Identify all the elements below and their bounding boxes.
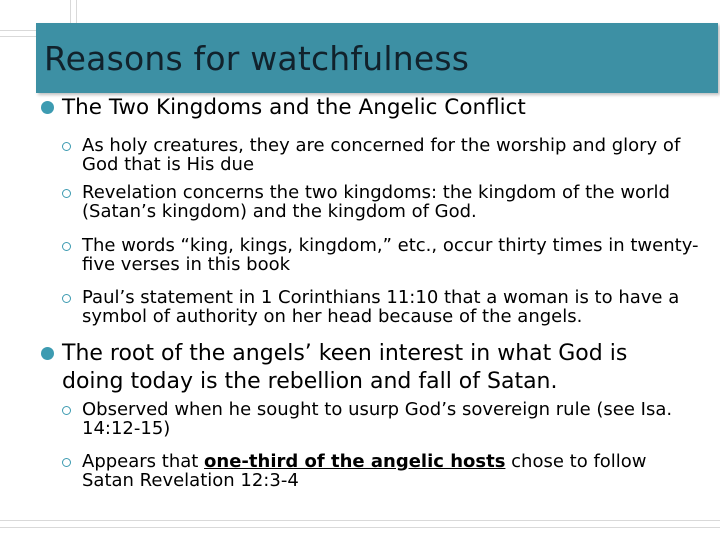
sub-bullet-icon xyxy=(62,242,71,251)
text-run: Appears that xyxy=(82,451,205,472)
bullet-text: The root of the angels’ keen interest in what God is doing today is the rebellion and fall of Satan. xyxy=(62,341,628,394)
sub-bullet-icon xyxy=(62,294,71,303)
sub-bullet-text: Observed when he sought to usurp God’s sovereign rule (see Isa. 14:12-15) xyxy=(82,399,673,439)
slide-title: Reasons for watchfulness xyxy=(44,39,470,78)
bullet-text: The Two Kingdoms and the Angelic Conflict xyxy=(62,95,526,120)
sub-bullet-icon xyxy=(62,189,71,198)
sub-bullet-icon xyxy=(62,406,71,415)
bullet-icon xyxy=(41,101,54,114)
emphasized-text: one-third of the angelic hosts xyxy=(204,451,506,472)
sub-bullet-icon xyxy=(62,458,71,467)
sub-bullet-text: Paul’s statement in 1 Corinthians 11:10 that a woman is to have a symbol of authority on her head because of the angels. xyxy=(82,287,680,327)
bullet-icon xyxy=(41,347,54,360)
sub-bullet-text: Revelation concerns the two kingdoms: the kingdom of the world (Satan’s kingdom) and the kingdom of God. xyxy=(82,182,670,222)
sub-bullet-text: As holy creatures, they are concerned for the worship and glory of God that is His due xyxy=(82,135,681,175)
sub-bullet-icon xyxy=(62,142,71,151)
sub-bullet-text xyxy=(82,452,702,490)
text-run: chose to follow Satan Revelation 12:3-4 xyxy=(82,451,647,491)
sub-bullet-text: The words “king, kings, kingdom,” etc., occur thirty times in twenty-five verses in this book xyxy=(82,235,699,275)
